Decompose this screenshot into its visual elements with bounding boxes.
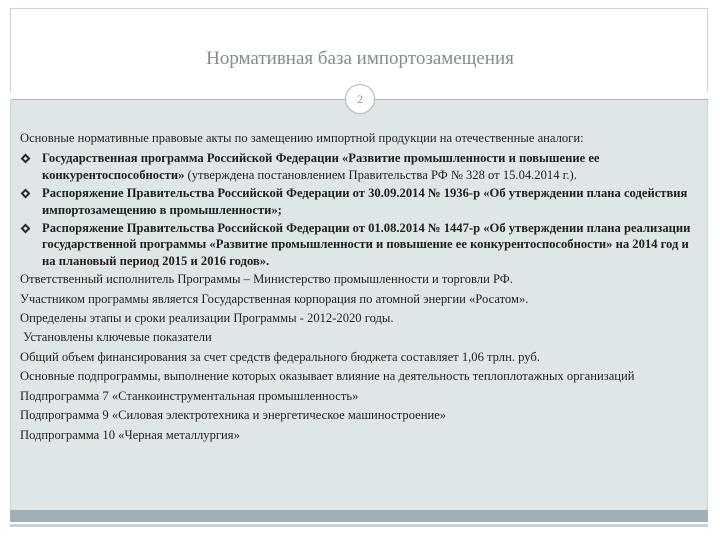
bullet-bold-text: Распоряжение Правительства Российской Федерации от 01.08.2014 № 1447-р «Об утверждении плана реализации государственной программы «Развитие промышленности и повышение ее конкурентоспособности» на 2014 год и на плановый период 2015 и 2016 годов». xyxy=(42,221,691,268)
paragraph: Участником программы является Государственная корпорация по атомной энергии «Росатом». xyxy=(20,291,529,306)
paragraph: Ответственный исполнитель Программы – Министерство промышленности и торговли РФ. xyxy=(20,272,513,287)
intro-text: Основные нормативные правовые акты по замещению импортной продукции на отечественные аналоги: xyxy=(20,131,584,145)
paragraph: Подпрограмма 7 «Станкоинструментальная промышленность» xyxy=(20,388,359,403)
paragraph: Подпрограмма 10 «Черная металлургия» xyxy=(20,427,240,442)
slide-body xyxy=(20,130,700,446)
paragraph: Установлены ключевые показатели xyxy=(20,330,212,345)
bullet-text: (утверждена постановлением Правительства РФ № 328 от 15.04.2014 г.). xyxy=(184,167,577,182)
paragraph: Общий объем финансирования за счет средств федерального бюджета составляет 1,06 трлн. руб. xyxy=(20,349,540,364)
bullet-diamond-icon xyxy=(21,189,31,199)
footer-line xyxy=(10,524,708,527)
paragraph: Основные подпрограммы, выполнение которых оказывает влияние на деятельность теплоплотажных организаций xyxy=(20,369,635,384)
bullet-item xyxy=(20,185,700,218)
bullet-bold-text: Государственная программа Российской Федерации «Развитие промышленности и повышение ее конкурентоспособности» xyxy=(42,151,600,182)
paragraph: Подпрограмма 9 «Силовая электротехника и энергетическое машиностроение» xyxy=(20,408,447,423)
footer-band xyxy=(10,510,708,522)
bullet-item xyxy=(20,220,700,269)
bullet-bold-text: Распоряжение Правительства Российской Федерации от 30.09.2014 № 1936-р «Об утверждении плана содействия импортозамещению в промышленности»; xyxy=(42,186,688,217)
page-number-badge: 2 xyxy=(345,84,375,114)
bullet-diamond-icon xyxy=(21,154,31,164)
bullet-diamond-icon xyxy=(21,224,31,234)
slide-title: Нормативная база импортозамещения xyxy=(206,48,514,69)
paragraph: Определены этапы и сроки реализации Программы - 2012-2020 годы. xyxy=(20,311,394,326)
bullet-item xyxy=(20,150,700,183)
